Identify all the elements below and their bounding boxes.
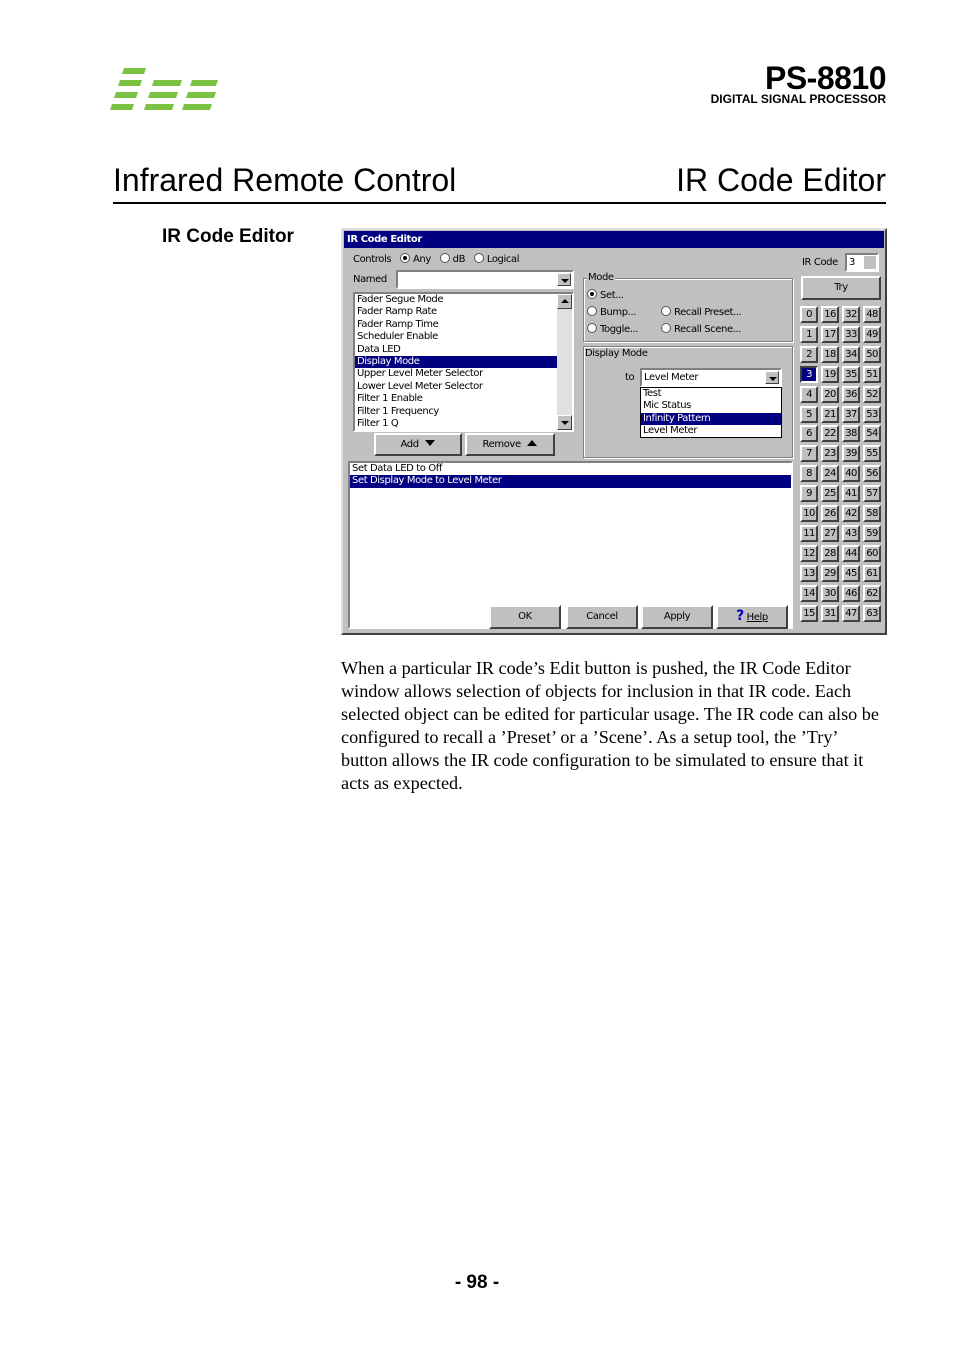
ir-code-spinner[interactable]: 3	[845, 253, 879, 272]
ir-code-button[interactable]: 44	[842, 545, 860, 562]
chevron-down-icon[interactable]	[765, 371, 779, 384]
controls-label: Controls	[353, 254, 392, 265]
ir-code-button[interactable]: 17	[821, 326, 839, 343]
ok-button[interactable]: OK	[489, 605, 561, 629]
ir-code-button[interactable]: 23	[821, 445, 839, 462]
ir-code-button[interactable]: 33	[842, 326, 860, 343]
controls-db-radio[interactable]: dB	[440, 254, 465, 265]
controls-any-radio[interactable]: Any	[400, 254, 431, 265]
scroll-up-icon[interactable]	[557, 294, 572, 309]
object-list-item[interactable]: Lower Level Meter Selector	[357, 380, 483, 392]
action-list-item[interactable]: Set Data LED to Off	[352, 463, 442, 474]
body-paragraph: When a particular IR code’s Edit button is pushed, the IR Code Editor window allows selection of objects for inclusion in that IR code. Each selected object can be edited for particular usage. The IR code can also be configured to recall a ’Preset’ or a ’Scene’. As a setup tool, the ’Try’ button allows the IR code configuration to be simulated to ensure that it acts as expected.	[341, 658, 879, 793]
ir-code-button[interactable]: 35	[842, 366, 860, 383]
ir-code-button[interactable]: 48	[863, 306, 881, 323]
to-option[interactable]: Level Meter	[643, 425, 698, 437]
object-list-item[interactable]: Fader Ramp Rate	[357, 306, 437, 318]
ir-code-button[interactable]: 1	[800, 326, 818, 343]
ir-code-button[interactable]: 47	[842, 605, 860, 622]
help-button[interactable]: ? Help	[716, 605, 788, 629]
ir-code-button[interactable]: 49	[863, 326, 881, 343]
to-option[interactable]: Mic Status	[643, 400, 691, 412]
ir-code-button[interactable]: 57	[863, 485, 881, 502]
ir-code-button[interactable]: 19	[821, 366, 839, 383]
ir-code-button[interactable]: 56	[863, 465, 881, 482]
ir-code-button[interactable]: 51	[863, 366, 881, 383]
ir-code-button[interactable]: 60	[863, 545, 881, 562]
bss-logo	[110, 66, 218, 116]
add-button[interactable]: Add	[374, 433, 462, 456]
mode-set-radio[interactable]: Set...	[587, 289, 624, 301]
ir-code-button[interactable]: 18	[821, 346, 839, 363]
ir-code-button[interactable]: 54	[863, 425, 881, 442]
to-label: to	[625, 372, 635, 383]
ir-code-button[interactable]: 40	[842, 465, 860, 482]
ir-code-label: IR Code	[802, 257, 838, 268]
object-list-item[interactable]: Filter 1 Q	[357, 417, 399, 429]
ir-code-button[interactable]: 39	[842, 445, 860, 462]
spin-down-icon[interactable]	[864, 262, 876, 269]
ir-code-button[interactable]: 30	[821, 585, 839, 602]
side-heading: IR Code Editor	[162, 226, 294, 247]
ir-code-button[interactable]: 26	[821, 505, 839, 522]
ir-code-button[interactable]: 43	[842, 525, 860, 542]
ir-code-button[interactable]: 46	[842, 585, 860, 602]
ir-code-button[interactable]: 6	[800, 425, 818, 442]
radio-icon	[474, 253, 484, 263]
to-dropdown-items	[641, 388, 781, 438]
ir-code-button[interactable]: 5	[800, 406, 818, 423]
ir-code-button[interactable]: 32	[842, 306, 860, 323]
ir-code-button[interactable]: 12	[800, 545, 818, 562]
arrow-up-icon	[527, 440, 537, 446]
radio-icon	[440, 253, 450, 263]
apply-button[interactable]: Apply	[641, 605, 713, 629]
ir-code-button[interactable]: 42	[842, 505, 860, 522]
object-list-item[interactable]: Display Mode	[355, 356, 572, 368]
try-button[interactable]: Try	[801, 276, 881, 300]
ir-code-button[interactable]: 22	[821, 425, 839, 442]
ir-code-button[interactable]: 15	[800, 605, 818, 622]
ir-code-button[interactable]: 63	[863, 605, 881, 622]
ir-code-button[interactable]: 55	[863, 445, 881, 462]
ir-code-button[interactable]: 27	[821, 525, 839, 542]
ir-code-button[interactable]: 53	[863, 406, 881, 423]
product-model: PS-8810	[764, 60, 886, 96]
object-list[interactable]	[353, 292, 574, 432]
dialog-titlebar: IR Code Editor	[344, 231, 884, 248]
object-list-item[interactable]: Upper Level Meter Selector	[357, 368, 483, 380]
ir-code-button[interactable]: 7	[800, 445, 818, 462]
ir-code-button[interactable]: 25	[821, 485, 839, 502]
ir-code-button[interactable]: 11	[800, 525, 818, 542]
ir-code-button[interactable]: 61	[863, 565, 881, 582]
remove-button[interactable]: Remove	[465, 433, 555, 456]
to-combo[interactable]: Level Meter	[640, 368, 782, 387]
ir-code-button[interactable]: 9	[800, 485, 818, 502]
ir-code-button[interactable]: 8	[800, 465, 818, 482]
action-list-item[interactable]: Set Display Mode to Level Meter	[350, 475, 791, 487]
controls-logical-radio[interactable]: Logical	[474, 254, 519, 265]
mode-recall-scene-radio[interactable]: Recall Scene...	[661, 323, 741, 335]
named-label: Named	[353, 274, 387, 285]
to-option[interactable]: Infinity Pattern	[641, 413, 781, 425]
ir-code-button[interactable]: 58	[863, 505, 881, 522]
help-question-icon: ?	[736, 608, 744, 624]
radio-icon	[587, 323, 597, 333]
object-list-item[interactable]: Scheduler Enable	[357, 331, 438, 343]
ir-code-button[interactable]: 4	[800, 386, 818, 403]
page-number: - 98 -	[454, 1272, 500, 1293]
object-list-item[interactable]: Data LED	[357, 343, 401, 355]
ir-code-button[interactable]: 31	[821, 605, 839, 622]
radio-icon	[661, 323, 671, 333]
ir-code-button[interactable]: 37	[842, 406, 860, 423]
product-header	[711, 62, 886, 105]
radio-icon	[587, 289, 597, 299]
radio-icon	[400, 253, 410, 263]
action-list[interactable]	[348, 461, 793, 629]
to-dropdown-list[interactable]	[640, 387, 782, 438]
ir-code-button[interactable]: 20	[821, 386, 839, 403]
ir-code-button[interactable]: 3	[800, 366, 818, 383]
object-list-scrollbar[interactable]	[557, 294, 572, 430]
object-list-item[interactable]: Filter 1 Frequency	[357, 405, 439, 417]
ir-code-button[interactable]: 13	[800, 565, 818, 582]
ir-code-button[interactable]: 16	[821, 306, 839, 323]
cancel-button[interactable]: Cancel	[566, 605, 638, 629]
ir-code-button[interactable]: 2	[800, 346, 818, 363]
mode-recall-preset-radio[interactable]: Recall Preset...	[661, 306, 741, 318]
ir-code-button[interactable]: 10	[800, 505, 818, 522]
ir-code-button[interactable]: 41	[842, 485, 860, 502]
mode-label: Mode	[588, 272, 614, 283]
named-combo[interactable]	[396, 270, 574, 289]
controls-row	[353, 253, 519, 265]
mode-toggle-radio[interactable]: Toggle...	[587, 323, 638, 335]
ir-code-button[interactable]: 52	[863, 386, 881, 403]
radio-icon	[587, 306, 597, 316]
ir-code-button[interactable]: 62	[863, 585, 881, 602]
ir-code-editor-dialog	[341, 228, 887, 635]
ir-code-button[interactable]: 21	[821, 406, 839, 423]
section-title: Infrared Remote Control	[113, 162, 457, 198]
arrow-down-icon	[425, 440, 435, 446]
parameter-name: Display Mode	[585, 348, 648, 359]
ir-code-button[interactable]: 45	[842, 565, 860, 582]
object-list-item[interactable]: Fader Segue Mode	[357, 294, 444, 305]
ir-code-button[interactable]: 24	[821, 465, 839, 482]
ir-code-button[interactable]: 14	[800, 585, 818, 602]
header-rule	[113, 202, 886, 204]
radio-icon	[661, 306, 671, 316]
chevron-down-icon[interactable]	[557, 273, 571, 286]
ir-code-button[interactable]: 0	[800, 306, 818, 323]
object-list-item[interactable]: Filter 1 Enable	[357, 393, 423, 405]
mode-bump-radio[interactable]: Bump...	[587, 306, 636, 318]
ir-code-button[interactable]: 50	[863, 346, 881, 363]
action-list-items	[350, 463, 791, 488]
object-list-item[interactable]: Fader Ramp Time	[357, 318, 439, 330]
section-subtitle: IR Code Editor	[676, 162, 886, 198]
ir-code-button[interactable]: 34	[842, 346, 860, 363]
ir-code-button[interactable]: 36	[842, 386, 860, 403]
scroll-down-icon[interactable]	[557, 415, 572, 430]
ir-code-button[interactable]: 28	[821, 545, 839, 562]
to-option[interactable]: Test	[643, 388, 662, 399]
object-list-items	[355, 294, 572, 430]
ir-code-button[interactable]: 59	[863, 525, 881, 542]
product-subtitle: DIGITAL SIGNAL PROCESSOR	[710, 92, 886, 106]
ir-code-button[interactable]: 38	[842, 425, 860, 442]
ir-code-button[interactable]: 29	[821, 565, 839, 582]
